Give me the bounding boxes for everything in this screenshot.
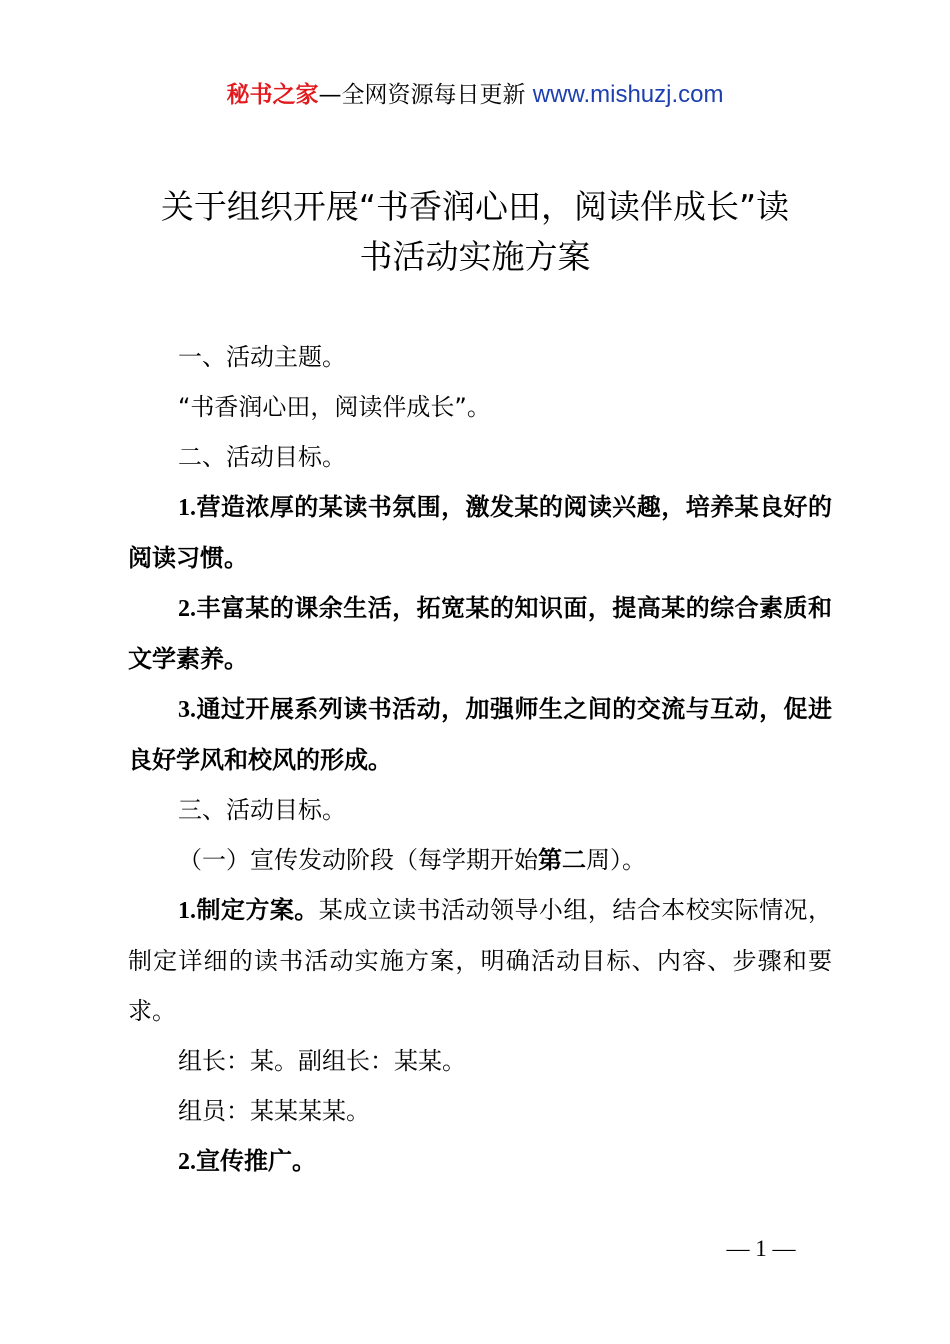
step-1-number: 1. bbox=[178, 898, 196, 924]
section-2-heading: 二、活动目标。 bbox=[178, 443, 346, 471]
document-body bbox=[128, 332, 832, 1187]
goal-3 bbox=[128, 684, 832, 785]
step-2-title: 宣传推广。 bbox=[196, 1147, 316, 1175]
goal-1 bbox=[128, 482, 832, 583]
phase-1-post: 周）。 bbox=[586, 846, 646, 874]
section-1-heading: 一、活动主题。 bbox=[178, 343, 346, 371]
brand-name: 秘书之家 bbox=[226, 82, 319, 108]
site-header bbox=[0, 78, 950, 112]
goal-2 bbox=[128, 583, 832, 684]
phase-1-bold: 第二 bbox=[538, 846, 586, 874]
goal-3-text: 通过开展系列读书活动，加强师生之间的交流与互动，促进良好学风和校风的形成。 bbox=[128, 695, 832, 774]
title-line-1: 关于组织开展“书香润心田，阅读伴成长”读 bbox=[160, 187, 790, 226]
goal-1-text: 营造浓厚的某读书氛围，激发某的阅读兴趣，培养某良好的阅读习惯。 bbox=[128, 493, 832, 572]
members-line: 组员：某某某某。 bbox=[178, 1097, 370, 1125]
goal-2-number: 2. bbox=[178, 596, 196, 622]
page-number: — 1 — bbox=[726, 1236, 796, 1261]
title-line-2: 书活动实施方案 bbox=[359, 237, 591, 276]
section-3-heading: 三、活动目标。 bbox=[178, 796, 346, 824]
goal-1-number: 1. bbox=[178, 495, 196, 521]
step-1 bbox=[128, 885, 832, 1036]
step-2-number: 2. bbox=[178, 1149, 196, 1175]
section-1-text: “书香润心田，阅读伴成长”。 bbox=[178, 393, 491, 421]
step-1-title: 制定方案。 bbox=[196, 896, 319, 924]
goal-3-number: 3. bbox=[178, 697, 196, 723]
phase-1-heading bbox=[128, 835, 832, 885]
phase-1-pre: （一）宣传发动阶段（每学期开始 bbox=[178, 846, 538, 874]
leader-line: 组长：某。副组长：某某。 bbox=[178, 1047, 466, 1075]
document-title bbox=[118, 182, 832, 282]
site-url[interactable]: www.mishuzj.com bbox=[532, 81, 724, 108]
site-slogan: —全网资源每日更新 bbox=[318, 82, 533, 108]
goal-2-text: 丰富某的课余生活，拓宽某的知识面，提高某的综合素质和文学素养。 bbox=[128, 594, 832, 673]
step-2 bbox=[128, 1136, 832, 1187]
step-1-text: 某成立读书活动领导小组，结合本校实际情况，制定详细的读书活动实施方案，明确活动目标、内容、步骤和要求。 bbox=[128, 896, 833, 1025]
